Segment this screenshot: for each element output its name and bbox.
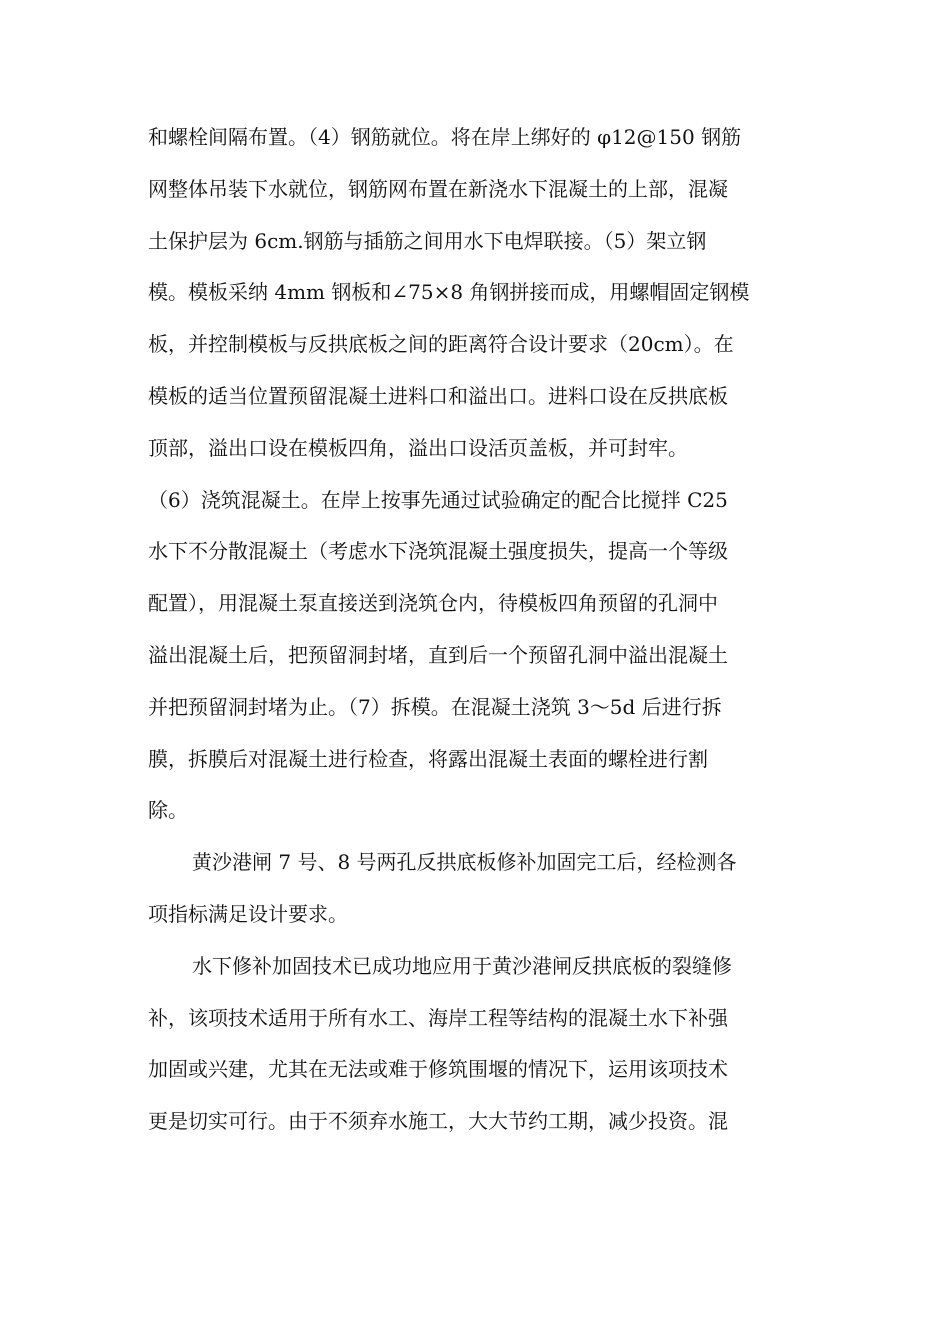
- text-line: 模。模板采纳 4mm 钢板和∠75×8 角钢拼接而成，用螺帽固定钢模: [148, 280, 750, 305]
- text-line: 板，并控制模板与反拱底板之间的距离符合设计要求（20cm）。在: [148, 332, 734, 357]
- text-line: 更是切实可行。由于不须弃水施工，大大节约工期，减少投资。混: [148, 1109, 728, 1134]
- text-line: 溢出混凝土后，把预留洞封堵，直到后一个预留孔洞中溢出混凝土: [148, 642, 728, 667]
- text-line: 模板的适当位置预留混凝土进料口和溢出口。进料口设在反拱底板: [148, 383, 728, 408]
- text-line: 除。: [148, 798, 188, 823]
- text-line: 和螺栓间隔布置。（4）钢筋就位。将在岸上绑好的 φ12@150 钢筋: [148, 125, 742, 149]
- text-line: 膜，拆膜后对混凝土进行检查，将露出混凝土表面的螺栓进行割: [148, 746, 708, 771]
- text-line: （6）浇筑混凝土。在岸上按事先通过试验确定的配合比搅拌 C25: [148, 487, 728, 512]
- text-line: 项指标满足设计要求。: [148, 901, 348, 926]
- text-line: 配置），用混凝土泵直接送到浇筑仓内，待模板四角预留的孔洞中: [148, 591, 718, 616]
- text-line: 网整体吊装下水就位，钢筋网布置在新浇水下混凝土的上部，混凝: [148, 176, 728, 201]
- text-line: 加固或兴建，尤其在无法或难于修筑围堰的情况下，运用该项技术: [148, 1057, 728, 1082]
- text-line: 土保护层为 6cm.钢筋与插筋之间用水下电焊联接。（5）架立钢: [148, 228, 707, 253]
- body-text: [148, 112, 808, 1148]
- text-line: 顶部，溢出口设在模板四角，溢出口设活页盖板，并可封牢。: [148, 435, 688, 460]
- paragraph-first-line: 水下修补加固技术已成功地应用于黄沙港闸反拱底板的裂缝修: [192, 953, 732, 978]
- paragraph-first-line: 黄沙港闸 7 号、8 号两孔反拱底板修补加固完工后，经检测各: [192, 850, 737, 875]
- text-line: 水下不分散混凝土（考虑水下浇筑混凝土强度损失，提高一个等级: [148, 539, 728, 564]
- text-line: 并把预留洞封堵为止。（7）拆模。在混凝土浇筑 3～5d 后进行拆: [148, 694, 722, 719]
- text-line: 补，该项技术适用于所有水工、海岸工程等结构的混凝土水下补强: [148, 1005, 728, 1030]
